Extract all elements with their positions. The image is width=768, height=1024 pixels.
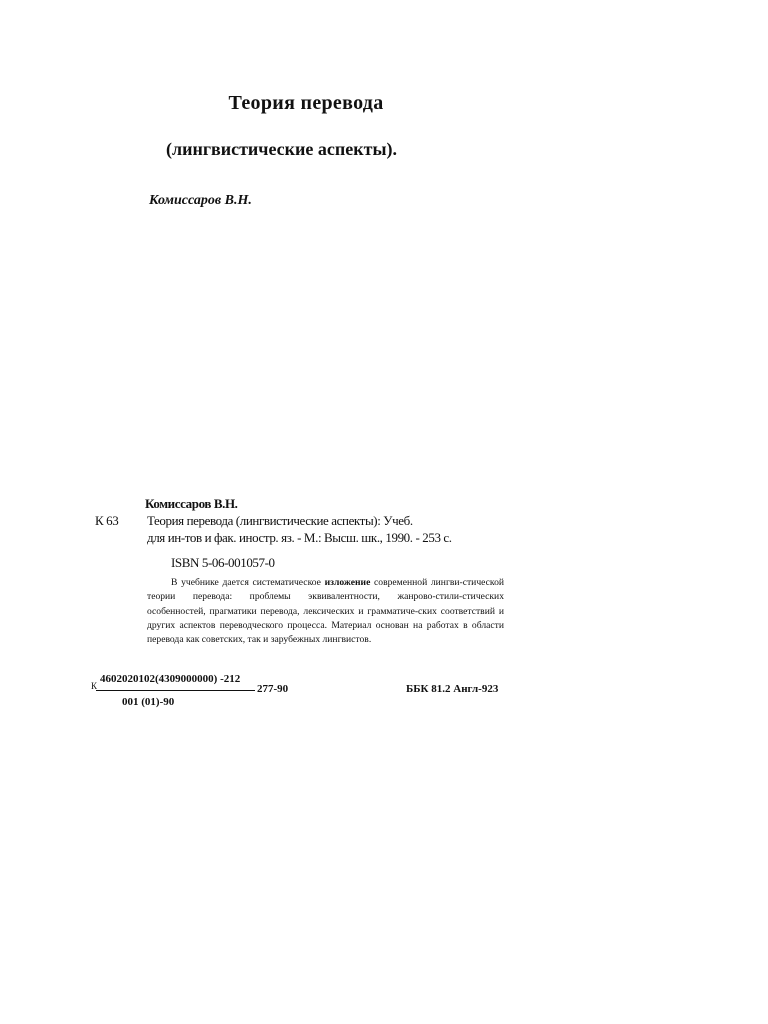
book-subtitle: (лингвистические аспекты).: [166, 139, 397, 159]
book-author: Комиссаров В.Н.: [149, 193, 252, 208]
catalog-description-line2: для ин-тов и фак. иностр. яз. - М.: Высш. шк., 1990. - 253 с.: [147, 530, 452, 545]
isbn: ISBN 5-06-001057-0: [171, 555, 275, 570]
publication-code-denominator: 001 (01)-90: [122, 696, 175, 708]
fraction-rule: [96, 690, 255, 691]
bbk-code: ББК 81.2 Англ-923: [406, 683, 499, 695]
catalog-code: К 63: [95, 513, 119, 528]
annotation-paragraph: [147, 576, 504, 647]
publication-code-right: 277-90: [257, 683, 289, 695]
code-mark: К: [91, 681, 98, 691]
annotation-text-start: В учебнике дается систематическое: [171, 577, 325, 588]
catalog-description-line1: Теория перевода (лингвистические аспекты): Учеб.: [147, 513, 413, 528]
publication-code-numerator: 4602020102(4309000000) -212: [100, 673, 241, 685]
annotation-text-end: современной лингви-стической теории перевода: проблемы эквивалентности, жанрово-стили-стических особенностей, прагматики перевода, лексических и грамматиче-ских соответствий и других аспектов переводческого процесса. Материал основан на работах в области перевода как советских, так и зарубежных лингвистов.: [147, 577, 505, 646]
book-title: Теория перевода: [228, 92, 384, 114]
catalog-author: Комиссаров В.Н.: [145, 496, 238, 511]
annotation-bold-word: изложение: [324, 577, 371, 588]
